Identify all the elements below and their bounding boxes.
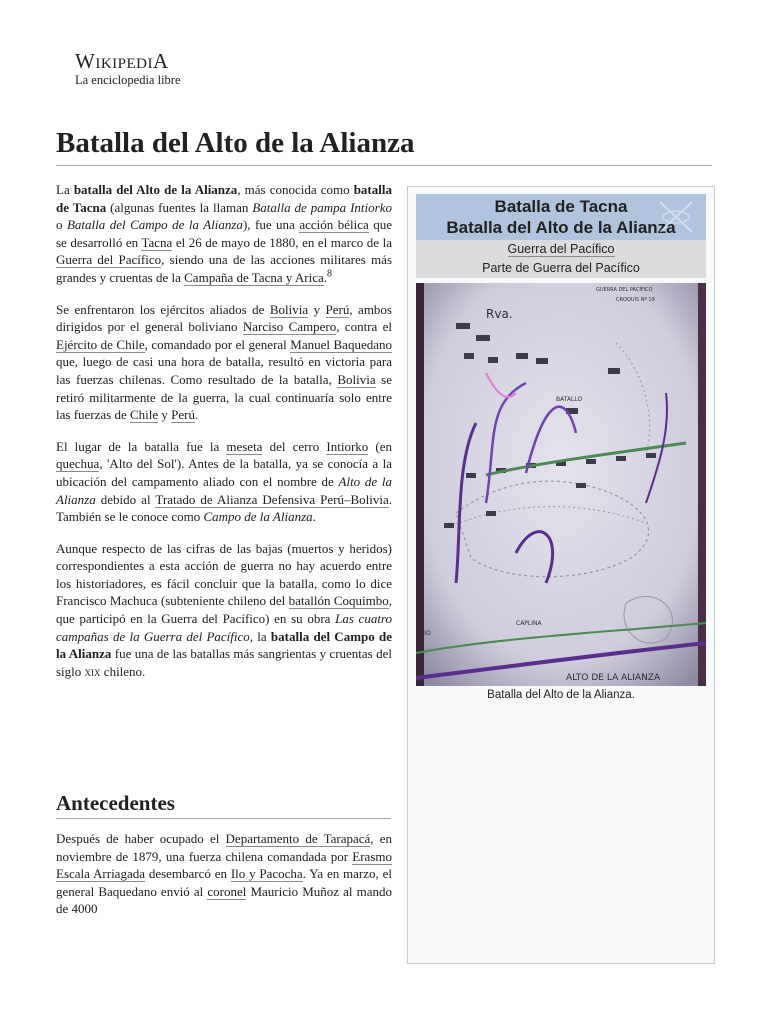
section-antecedentes <box>56 830 392 932</box>
wikipedia-tagline: La enciclopedia libre <box>75 73 181 87</box>
map-label-alto: ALTO DE LA ALIANZA <box>566 673 661 683</box>
link-batallon-coquimbo[interactable]: batallón Coquimbo <box>288 593 389 609</box>
paragraph-3: El lugar de la batalla fue la meseta del cerro Intiorko (en quechua, 'Alto del Sol'). Antes de la batalla, ya se conocía a la ubicación del campamento aliado con el nombre de Alto de la Alianza debido al Tratado de Alianza Defensiva Perú–Bolivia. También se le conoce como Campo de la Alianza. <box>56 438 393 525</box>
link-campana-tacna-arica[interactable]: Campaña de Tacna y Arica <box>184 269 324 285</box>
link-ilo-pacocha[interactable]: Ilo y Pacocha <box>230 866 303 882</box>
crossed-swords-icon <box>656 198 696 236</box>
link-accion-belica[interactable]: acción bélica <box>299 217 369 233</box>
article-intro <box>56 181 392 694</box>
battle-map-image[interactable] <box>416 283 706 686</box>
map-label-caplina: CAPLINA <box>516 620 542 627</box>
link-infobox-guerra[interactable]: Guerra del Pacífico <box>507 242 615 256</box>
link-bolivia-2[interactable]: Bolivia <box>337 371 376 387</box>
infobox-part-of: Parte de Guerra del Pacífico <box>482 261 640 275</box>
section-heading-antecedentes: Antecedentes <box>56 789 391 819</box>
link-erasmo-escala[interactable]: Erasmo Escala Arriagada <box>56 848 392 882</box>
link-departamento-tarapaca[interactable]: Departamento de Tarapacá <box>225 831 371 846</box>
reference-8[interactable]: 8 <box>327 268 333 280</box>
link-peru-2[interactable]: Perú <box>171 407 196 423</box>
paragraph-1: La batalla del Alto de la Alianza, más conocida como batalla de Tacna (algunas fuentes la llaman Batalla de pampa Intiorko o Batalla del Campo de la Alianza), fue una acción bélica que se desarrolló en Tacna el 26 de mayo de 1880, en el marco de la Guerra del Pacífico, siendo una de las acciones militares más grandes y cruentas de la Campaña de Tacna y Arica.$^8$ <box>56 182 392 285</box>
wikipedia-wordmark: WikipediA <box>75 49 169 73</box>
map-label-bat: BATALLO <box>556 396 583 403</box>
link-meseta[interactable]: meseta <box>226 438 263 454</box>
map-label-rva: Rva. <box>486 307 513 321</box>
link-chile[interactable]: Chile <box>130 407 159 423</box>
link-coronel[interactable]: coronel <box>207 883 247 899</box>
map-label-croquis: CROQUIS Nº 19 <box>616 297 655 303</box>
paragraph-4: Aunque respecto de las cifras de las bajas (muertos y heridos) correspondientes a esta acción de guerra no hay acuerdo entre los historiadores, es fácil concluir que la batalla, como lo dice Francisco Machuca (subteniente chileno del batallón Coquimbo, que participó en la Guerra del Pacífico) en su obra Las cuatro campañas de la Guerra del Pacífico, la batalla del Campo de la Alianza fue una de las batallas más sangrientas y cruentas del siglo xix chileno. <box>56 540 393 679</box>
paragraph-5: Después de haber ocupado el Departamento de Tarapacá, en noviembre de 1879, una fuerza chilena comandada por Erasmo Escala Arriagada desembarcó en Ilo y Pacocha. Ya en marzo, el general Baquedano envió al coronel Mauricio Muñoz al mando de 4000 <box>56 831 393 917</box>
link-guerra-del-pacifico[interactable]: Guerra del Pacífico <box>56 252 162 268</box>
infobox-subheader <box>416 240 706 278</box>
link-tacna[interactable]: Tacna <box>141 234 173 250</box>
infobox-title-1: Batalla de Tacna <box>494 197 628 216</box>
infobox <box>407 186 715 964</box>
link-manuel-baquedano[interactable]: Manuel Baquedano <box>290 336 392 352</box>
link-tratado-alianza[interactable]: Tratado de Alianza Defensiva Perú–Bolivia <box>155 491 389 507</box>
link-narciso-campero[interactable]: Narciso Campero <box>242 319 337 335</box>
infobox-title-2: Batalla del Alto de la Alianza <box>446 218 676 237</box>
paragraph-2: Se enfrentaron los ejércitos aliados de Bolivia y Perú, ambos dirigidos por el general boliviano Narciso Campero, contra el Ejército de Chile, comandado por el general Manuel Baquedano que, luego de casi una hora de batalla, resultó en victoria para las fuerzas chilenas. Como resultado de la batalla, Bolivia se retiró militarmente de la guerra, la cual continuaría solo entre las fuerzas de Chile y Perú. <box>56 301 392 423</box>
link-quechua[interactable]: quechua <box>56 456 100 472</box>
wikipedia-logo[interactable] <box>75 50 181 88</box>
link-peru[interactable]: Perú <box>325 301 350 317</box>
map-label-rio: RIO <box>420 630 431 637</box>
link-ejercito-de-chile[interactable]: Ejército de Chile <box>56 336 145 352</box>
infobox-caption: Batalla del Alto de la Alianza. <box>487 689 635 701</box>
infobox-header <box>416 194 706 240</box>
map-label-guerra: GUERRA DEL PACÍFICO <box>596 287 653 293</box>
page-title: Batalla del Alto de la Alianza <box>56 124 712 166</box>
link-intiorko[interactable]: Intiorko <box>326 438 369 454</box>
link-bolivia[interactable]: Bolivia <box>269 301 309 317</box>
